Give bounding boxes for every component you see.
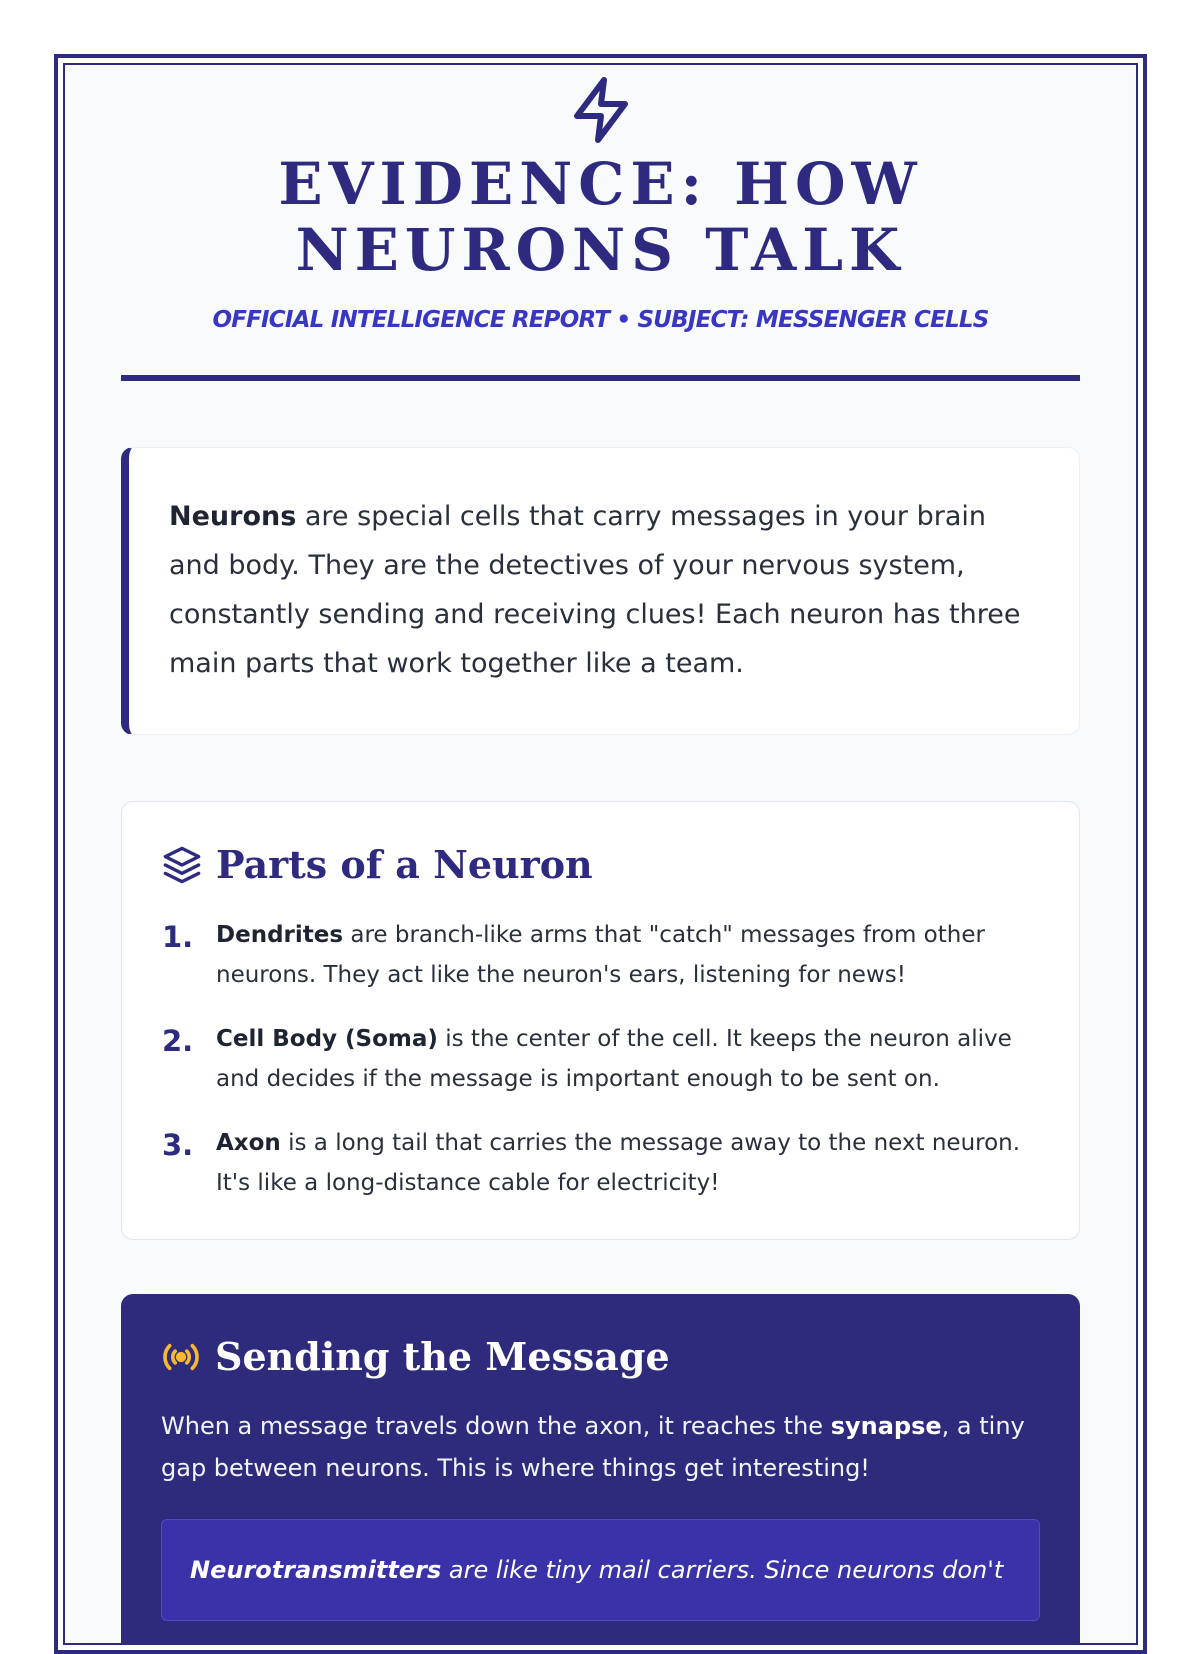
report-header	[65, 65, 1136, 381]
list-item	[162, 915, 1039, 995]
synapse-term: synapse	[830, 1412, 942, 1440]
list-text	[216, 1019, 1039, 1099]
list-number: 3.	[162, 1128, 194, 1162]
header-divider	[121, 375, 1080, 381]
page-frame	[54, 54, 1147, 1654]
report-page	[63, 63, 1138, 1645]
page-subtitle: OFFICIAL INTELLIGENCE REPORT • SUBJECT: MESSENGER CELLS	[212, 307, 989, 333]
list-text	[216, 1123, 1039, 1203]
sending-heading	[161, 1334, 1040, 1379]
intro-text	[169, 492, 1039, 688]
layers-icon	[162, 845, 202, 885]
sending-text-before: When a message travels down the axon, it reaches the	[161, 1412, 831, 1440]
parts-heading	[162, 842, 1039, 887]
list-number: 1.	[162, 920, 194, 954]
part-description: is a long tail that carries the message away to the next neuron. It's like a long-distance cable for electricity!	[216, 1130, 1021, 1196]
page-title: EVIDENCE: HOW NEURONS TALK	[278, 150, 923, 284]
sending-text-after: , a tiny gap between neurons. This is where things get interesting!	[161, 1412, 1025, 1482]
parts-list	[162, 915, 1039, 1203]
parts-title: Parts of a Neuron	[216, 842, 593, 887]
part-term: Axon	[216, 1130, 281, 1156]
part-term: Cell Body (Soma)	[216, 1026, 438, 1052]
note-bold-term: Neurotransmitters	[190, 1556, 442, 1584]
list-number: 2.	[162, 1024, 194, 1058]
neurotransmitter-note	[161, 1519, 1040, 1621]
list-item	[162, 1123, 1039, 1203]
note-text	[190, 1550, 1011, 1590]
sending-text	[161, 1405, 1040, 1489]
lightning-bolt-icon	[565, 71, 637, 149]
sending-title: Sending the Message	[215, 1334, 670, 1379]
list-text	[216, 915, 1039, 995]
list-item	[162, 1019, 1039, 1099]
note-body: are like tiny mail carriers. Since neurons don't	[441, 1556, 1004, 1584]
sending-card	[121, 1294, 1080, 1645]
broadcast-icon	[161, 1337, 201, 1377]
part-description: are branch-like arms that "catch" messages from other neurons. They act like the neuron's ears, listening for news!	[216, 922, 985, 988]
part-term: Dendrites	[216, 922, 344, 948]
part-description: is the center of the cell. It keeps the neuron alive and decides if the message is important enough to be sent on.	[216, 1026, 1012, 1092]
parts-card	[121, 801, 1080, 1240]
intro-body: are special cells that carry messages in your brain and body. They are the detectives of your nervous system, constantly sending and receiving clues! Each neuron has three main parts that work together like a team.	[169, 501, 1021, 679]
intro-card	[121, 447, 1080, 735]
intro-bold-term: Neurons	[169, 501, 297, 532]
